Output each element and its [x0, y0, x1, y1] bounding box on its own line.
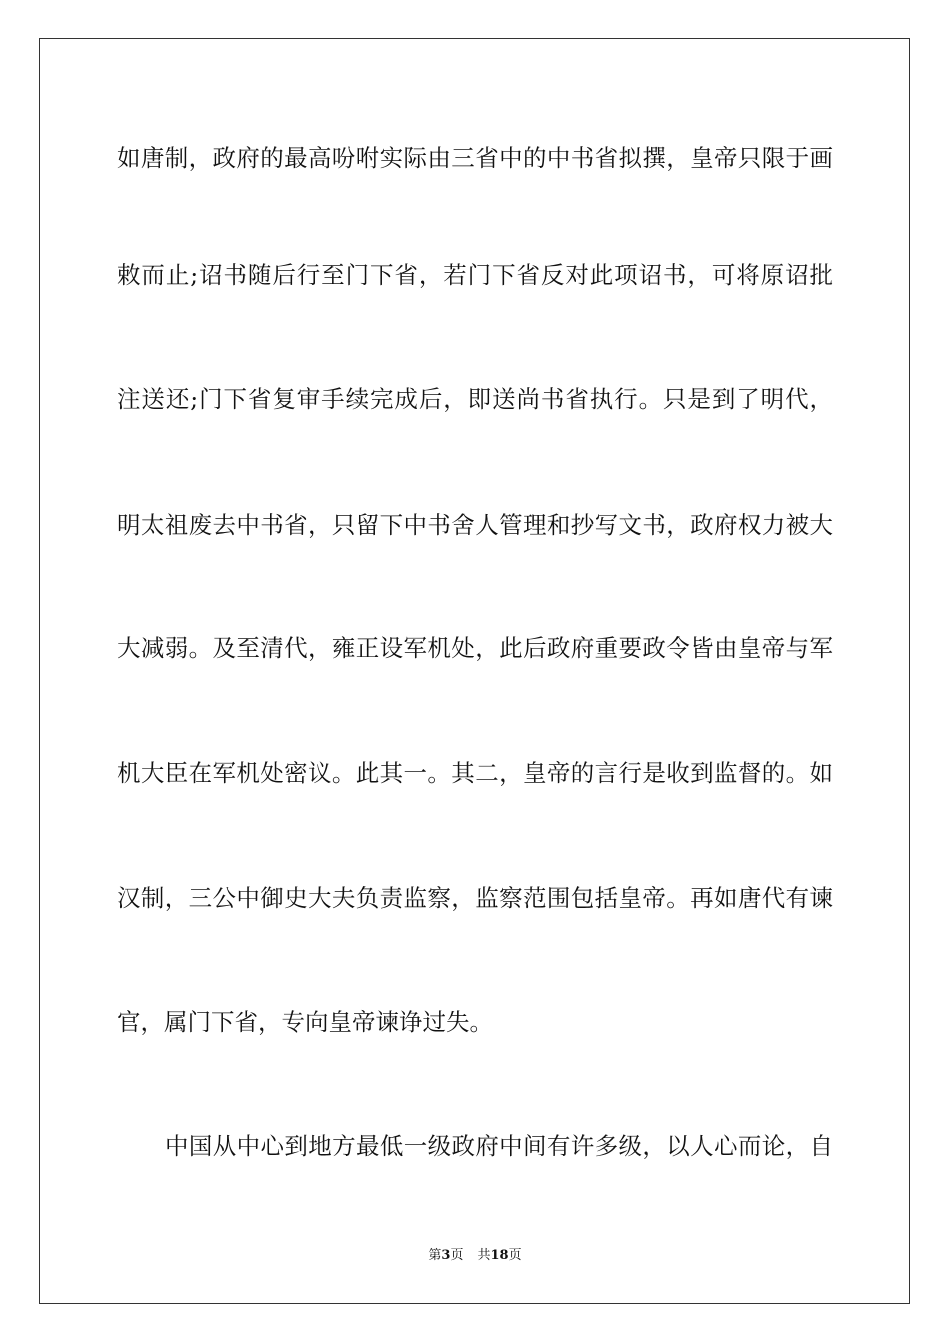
- body-text-line-6: 机大臣在军机处密议。此其一。其二，皇帝的言行是收到监督的。如: [117, 759, 833, 787]
- total-prefix: 共: [477, 1248, 491, 1263]
- body-text-line-3: 注送还;门下省复审手续完成后，即送尚书省执行。只是到了明代，: [117, 385, 833, 413]
- body-text-line-8: 官，属门下省，专向皇帝谏诤过失。: [117, 1008, 493, 1036]
- total-suffix: 页: [508, 1248, 522, 1263]
- page-footer: [0, 1247, 950, 1265]
- body-text-line-1: 如唐制，政府的最高吩咐实际由三省中的中书省拟撰，皇帝只限于画: [117, 144, 833, 172]
- body-text-line-7: 汉制，三公中御史大夫负责监察，监察范围包括皇帝。再如唐代有谏: [117, 884, 833, 912]
- total-pages: 18: [490, 1248, 509, 1263]
- body-text-paragraph-start: 中国从中心到地方最低一级政府中间有许多级，以人心而论，自: [165, 1132, 833, 1160]
- body-text-line-4: 明太祖废去中书省，只留下中书舍人管理和抄写文书，政府权力被大: [117, 511, 833, 539]
- page-number: 3: [441, 1248, 451, 1263]
- body-text-line-5: 大减弱。及至清代，雍正设军机处，此后政府重要政令皆由皇帝与军: [117, 634, 833, 662]
- page-prefix: 第: [428, 1248, 442, 1263]
- page-suffix: 页: [450, 1248, 464, 1263]
- page-border: [39, 38, 910, 1304]
- body-text-line-2: 敕而止;诏书随后行至门下省，若门下省反对此项诏书，可将原诏批: [117, 261, 833, 289]
